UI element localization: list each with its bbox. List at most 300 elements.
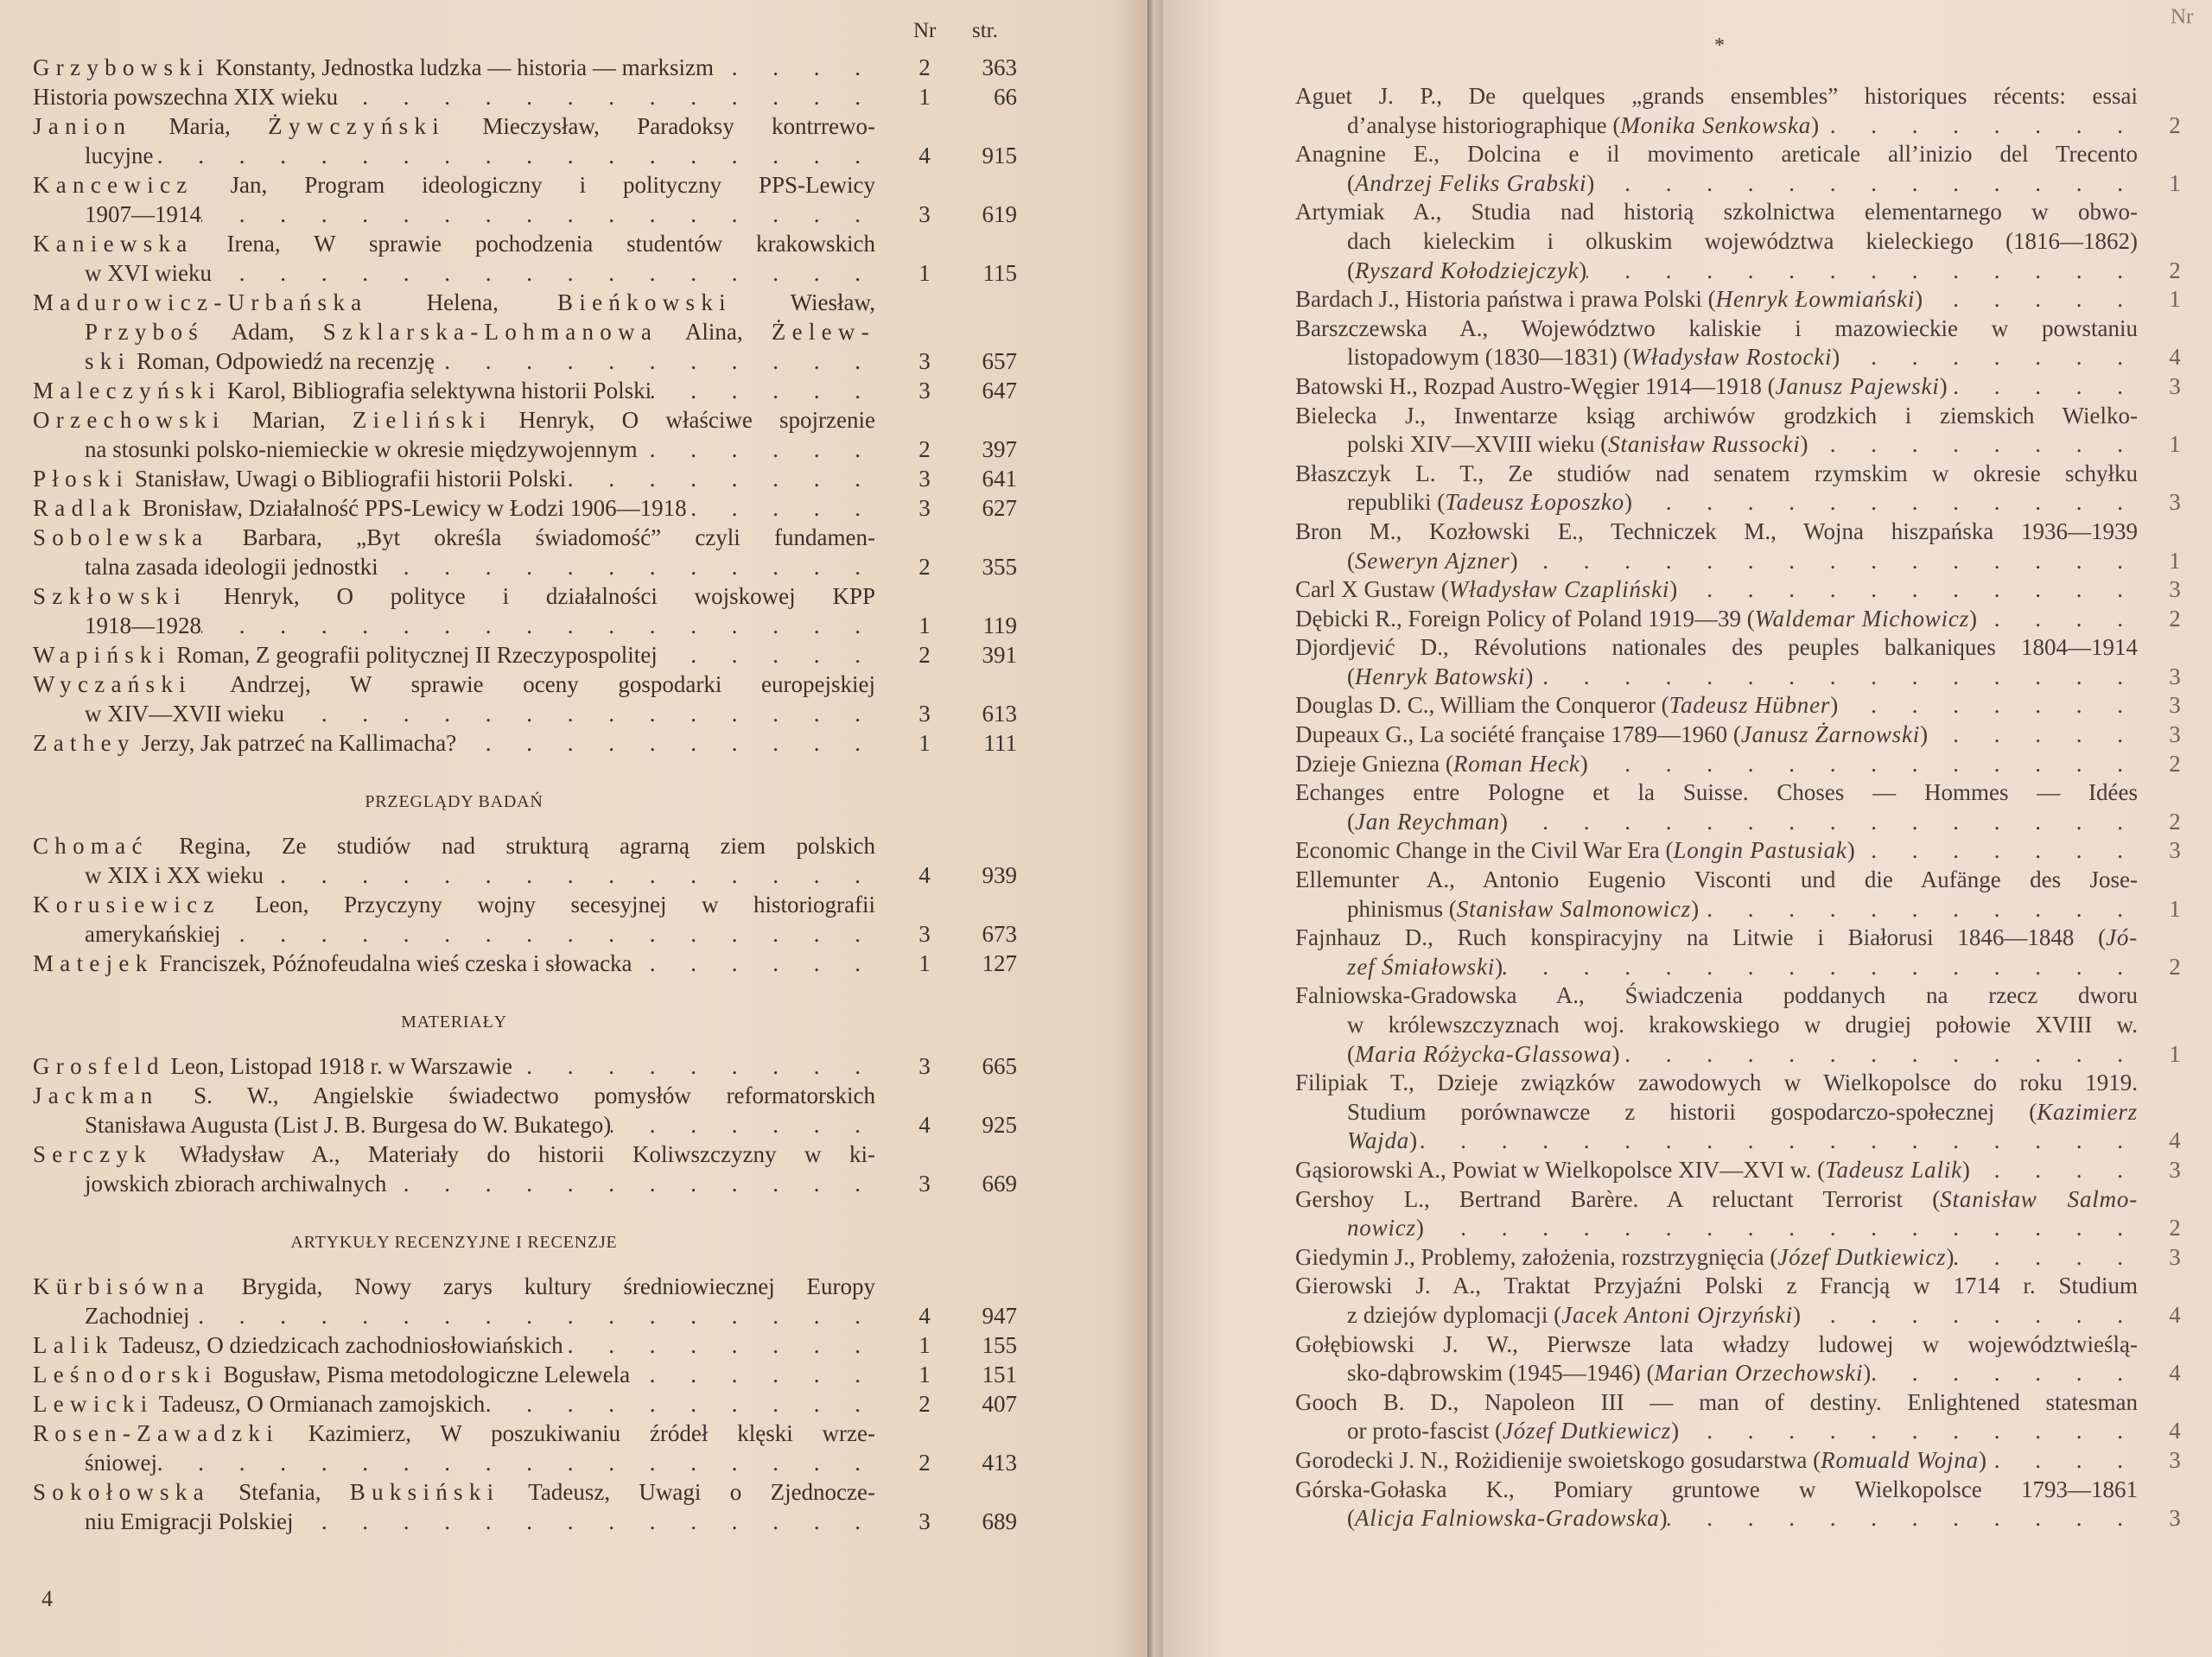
index-entry (1295, 1156, 2212, 1185)
index-entry (1295, 82, 2212, 140)
entry-title-text: Gierowski J. A., Traktat Przyjaźni Polski z Francją w 1714 r. Studium (1295, 1273, 2138, 1299)
entry-text (33, 493, 875, 523)
entry-line-text (1347, 343, 1840, 372)
entry-line-text (85, 1507, 293, 1536)
entry-line-text (1347, 1040, 1620, 1070)
index-entry (33, 670, 1018, 728)
entry-text (1295, 285, 2138, 314)
entry-line (1295, 1330, 2138, 1360)
reviewer-name: Monika Senkowska (1620, 111, 1812, 138)
reviewer-name: Stanisław Salmonowicz (1456, 895, 1692, 922)
entry-title-text: Gershoy L., Bertrand Barère. A reluctant Terrorist ( (1295, 1185, 1941, 1212)
dot-leader (1620, 1040, 2138, 1070)
entry-title-text: ) (1946, 1243, 1955, 1270)
entry-line-text (1347, 1214, 1424, 1243)
entry-line (33, 552, 875, 581)
page-ref: 355 (982, 554, 1017, 580)
entry-line (33, 170, 875, 200)
entry-title-text: Zachodniej (85, 1303, 190, 1329)
dot-leader (189, 1301, 875, 1330)
page-ref: 151 (982, 1362, 1017, 1387)
dot-leader (566, 464, 875, 493)
index-entry (33, 1360, 1018, 1389)
entry-line (33, 1051, 875, 1081)
reviewer-name: Tadeusz Hübner (1669, 692, 1831, 719)
entry-title-text: Alina, (658, 319, 772, 345)
issue-number: 3 (2169, 692, 2181, 719)
issue-number: 4 (918, 1112, 931, 1138)
entry-title-text: ) (1691, 895, 1700, 922)
entry-line (33, 111, 875, 141)
index-entry (1295, 1476, 2212, 1533)
reviewer-name: Tadeusz Lalik (1825, 1156, 1962, 1183)
entry-text (33, 170, 875, 229)
entry-title-text: sko-dąbrowskim (1945—1946) ( (1347, 1360, 1655, 1387)
entry-text (1295, 778, 2138, 836)
entry-line-text (1347, 430, 1808, 460)
page-ref: 391 (982, 642, 1017, 668)
issue-number: 1 (2169, 431, 2181, 458)
dot-leader (1533, 663, 2138, 692)
issue-number: 3 (2169, 721, 2181, 748)
entry-title-text: Anagnine E., Dolcina e il movimento areticale all’inizio del Trecento (1295, 141, 2138, 168)
issue-number: 2 (2169, 953, 2181, 980)
entry-line-text (33, 493, 687, 523)
entry-text (1295, 1069, 2138, 1156)
entry-text (33, 53, 875, 82)
entry-line (1295, 517, 2138, 547)
issue-number: 3 (918, 1171, 931, 1197)
entry-title-text: Karol, Bibliografia selektywna historii Polski (221, 378, 652, 403)
reviewer-name: Longin Pastusiak (1673, 837, 1847, 864)
dot-leader (611, 1110, 875, 1140)
entry-text (1295, 691, 2138, 721)
entry-line (1295, 372, 2138, 402)
entry-text (33, 405, 875, 464)
issue-number: 2 (2169, 257, 2181, 283)
entry-text (1295, 402, 2138, 460)
entry-line-text (33, 1051, 512, 1081)
index-entry (33, 1477, 1018, 1536)
dot-leader (378, 552, 875, 581)
entry-line (1295, 866, 2138, 895)
entry-title-text: ( (1347, 663, 1355, 689)
page-ref: 657 (982, 348, 1017, 374)
entry-line-text (85, 1448, 157, 1477)
entry-title-text: ( (1347, 808, 1355, 835)
entry-line (1295, 227, 2138, 257)
dot-leader (658, 640, 875, 670)
issue-number: 2 (918, 436, 931, 462)
page-ref: 397 (982, 436, 1017, 462)
issue-number: 4 (918, 143, 931, 168)
entry-line-text (85, 1169, 386, 1198)
page-ref: 673 (982, 921, 1017, 947)
reviewer-name: Jacek Antoni Ojrzyński (1561, 1301, 1793, 1328)
entry-title-text: ) (1499, 808, 1508, 835)
entry-line (1295, 460, 2138, 489)
entry-title-text: Jan, Program ideologiczny i polityczny PPS-Lewicy (193, 172, 875, 198)
entry-line (33, 1389, 875, 1419)
entry-line (1295, 1476, 2138, 1505)
entry-title-text: Giedymin J., Problemy, założenia, rozstrzygnięcia ( (1295, 1243, 1778, 1270)
entry-title-text: ) (1915, 286, 1923, 313)
left-index-column (33, 53, 1018, 1536)
dot-leader (264, 860, 875, 890)
entry-text (33, 376, 875, 405)
author-name: Chomać (33, 833, 149, 859)
entry-line (33, 1140, 875, 1169)
entry-title-text: na stosunki polsko-niemieckie w okresie międzywojennym (85, 436, 638, 462)
entry-line-text (1295, 750, 1588, 779)
entry-text (1295, 517, 2138, 575)
page-ref: 689 (982, 1508, 1017, 1534)
entry-line-text (85, 1301, 189, 1330)
entry-title-text: Stanisław, Uwagi o Bibliografii historii Polski (129, 466, 567, 492)
entry-title-text: 1918—1928 (85, 613, 201, 638)
index-entry (33, 53, 1018, 82)
entry-line (33, 640, 875, 670)
issue-number: 2 (2169, 808, 2181, 835)
entry-text (33, 229, 875, 288)
issue-number: 4 (2169, 344, 2181, 371)
entry-text (1295, 721, 2138, 750)
reviewer-name: Wajda (1347, 1127, 1410, 1154)
entry-title-text: Roman, Z geografii politycznej II Rzeczypospolitej (170, 642, 658, 668)
entry-text (1295, 314, 2138, 372)
entry-text (1295, 140, 2138, 198)
entry-line (1295, 1098, 2138, 1127)
entry-line (33, 82, 875, 111)
entry-text (1295, 1156, 2138, 1185)
reviewer-name: Romuald Wojna (1821, 1446, 1979, 1473)
author-name: Maleczyński (33, 378, 222, 403)
entry-line (1295, 1388, 2138, 1418)
entry-line (33, 1301, 875, 1330)
index-entry (33, 1272, 1018, 1330)
entry-line (33, 1272, 875, 1301)
entry-text (33, 670, 875, 728)
dot-leader (1699, 895, 2138, 924)
entry-line (33, 1507, 875, 1536)
index-entry (33, 1051, 1018, 1081)
dot-leader (1677, 575, 2138, 605)
entry-line-text (85, 860, 264, 890)
dot-leader (632, 949, 875, 978)
index-entry (1295, 285, 2212, 314)
reviewer-name: Tadeusz Łoposzko (1445, 489, 1624, 516)
index-entry (1295, 750, 2212, 779)
entry-line-text (1295, 1156, 1970, 1185)
entry-title-text: Franciszek, Późnofeudalna wieś czeska i słowacka (153, 950, 632, 976)
page-ref: 155 (982, 1332, 1017, 1358)
entry-line-text (33, 82, 338, 111)
entry-title-text: Irena, W sprawie pochodzenia studentów krakowskich (193, 231, 875, 257)
entry-text (33, 1051, 875, 1081)
issue-number: 3 (2169, 1243, 2181, 1270)
entry-line (33, 1081, 875, 1110)
issue-number: 3 (2169, 489, 2181, 516)
entry-text (33, 523, 875, 581)
entry-line (1295, 257, 2138, 286)
dot-leader (1424, 1214, 2138, 1243)
entry-title-text: niu Emigracji Polskiej (85, 1508, 294, 1534)
author-name: Płoski (33, 466, 130, 492)
dot-leader (1668, 1504, 2138, 1533)
index-entry (1295, 517, 2212, 575)
index-entry (33, 405, 1018, 464)
reviewer-name: Józef Dutkiewicz (1777, 1243, 1947, 1270)
entry-line (33, 1360, 875, 1389)
author-name: Kaniewska (33, 231, 194, 257)
author-name: Żelew- (771, 319, 876, 345)
entry-title-text: ) (1969, 605, 1978, 632)
entry-line (1295, 547, 2138, 576)
index-entry (1295, 1243, 2212, 1273)
entry-line (33, 728, 875, 758)
entry-title-text: 1907—1914 (85, 201, 201, 227)
page-ref: 925 (982, 1112, 1017, 1138)
issue-number: 1 (918, 730, 931, 756)
entry-line (33, 890, 875, 919)
entry-line-text (33, 53, 714, 82)
issue-number: 1 (2169, 895, 2181, 922)
issue-number: 3 (918, 348, 931, 374)
entry-line (33, 53, 875, 82)
entry-line (33, 288, 875, 317)
dot-leader (157, 1448, 875, 1477)
reviewer-name: Henryk Łowmiański (1715, 286, 1916, 313)
entry-line-text (1295, 372, 1948, 402)
entry-line (1295, 430, 2138, 460)
entry-title-text: Economic Change in the Civil War Era ( (1295, 837, 1674, 864)
author-name: Sobolewska (33, 524, 209, 550)
index-entry (33, 1389, 1018, 1419)
entry-line-text (85, 200, 201, 229)
dot-leader (1871, 1359, 2138, 1388)
reviewer-name: Maria Różycka-Glassowa (1355, 1040, 1612, 1067)
entry-text (33, 890, 875, 949)
index-entry (1295, 924, 2212, 981)
dot-leader (386, 1169, 875, 1198)
entry-line (33, 435, 875, 464)
dot-leader (1808, 430, 2138, 460)
issue-number: 3 (2169, 837, 2181, 864)
entry-line (1295, 1272, 2138, 1301)
entry-title-text: w XIX i XX wieku (85, 862, 264, 888)
entry-title-text: Bogusław, Pisma metodologiczne Lelewela (217, 1362, 631, 1387)
entry-line (33, 670, 875, 699)
entry-title-text: ( (1347, 169, 1355, 196)
entry-line-text (1347, 169, 1594, 199)
entry-line-text (33, 464, 566, 493)
entry-text (33, 640, 875, 670)
author-name: Lalik (33, 1332, 114, 1358)
entry-line (33, 1330, 875, 1360)
entry-text (33, 728, 875, 758)
index-entry (33, 949, 1018, 978)
entry-line-text (85, 552, 378, 581)
entry-text (1295, 605, 2138, 634)
index-entry (33, 1081, 1018, 1140)
entry-title-text: ( (1347, 1505, 1355, 1532)
entry-line-text (1347, 488, 1632, 517)
entry-title-text: ) (1961, 1156, 1970, 1183)
issue-number: 3 (918, 701, 931, 727)
author-name: Szklarska-Lohmanowa (322, 319, 658, 345)
reviewer-name: nowicz (1347, 1215, 1416, 1241)
entry-title-text: ( (1347, 257, 1355, 283)
entry-title-text: Tadeusz, Uwagi o Zjednocze- (499, 1479, 875, 1505)
entry-line (33, 1110, 875, 1140)
author-name: ski (85, 348, 131, 374)
page-ref: 613 (982, 701, 1017, 727)
index-entry (1295, 981, 2212, 1069)
issue-number: 2 (2169, 1215, 2181, 1241)
issue-number: 3 (918, 1053, 931, 1079)
dot-leader (1503, 953, 2138, 982)
index-entry (33, 728, 1018, 758)
author-name: Przyboś (85, 319, 205, 345)
entry-line (1295, 981, 2138, 1011)
issue-number: 4 (918, 1303, 931, 1329)
dot-leader (630, 1360, 875, 1389)
entry-line-text (1295, 691, 1838, 721)
entry-text (1295, 1388, 2138, 1446)
entry-title-text: Wiesław, (731, 289, 876, 315)
entry-line (1295, 198, 2138, 227)
entry-line (1295, 1185, 2138, 1215)
entry-line-text (1295, 575, 1677, 605)
dot-leader (687, 493, 875, 523)
entry-line-text (85, 346, 435, 376)
issue-number: 3 (918, 201, 931, 227)
page-ref: 407 (982, 1391, 1017, 1417)
entry-title-text: Henryk, O właściwe spojrzenie (492, 407, 875, 433)
reviewer-name: Waldemar Michowicz (1754, 605, 1970, 632)
entry-line (33, 949, 875, 978)
issue-number: 1 (918, 260, 931, 286)
entry-text (33, 1330, 875, 1360)
entry-line (1295, 836, 2138, 866)
entry-line (33, 317, 875, 346)
entry-text (1295, 866, 2138, 924)
reviewer-name: Ryszard Kołodziejczyk (1355, 257, 1580, 283)
author-name: Leśnodorski (33, 1362, 218, 1387)
entry-title-text: talna zasada ideologii jednostki (85, 554, 378, 580)
page-ref: 641 (982, 466, 1017, 492)
index-entry (33, 111, 1018, 170)
dot-leader (1840, 343, 2138, 372)
entry-line (1295, 1011, 2138, 1040)
reviewer-name: Alicja Falniowska-Gradowska (1355, 1505, 1660, 1532)
entry-line (33, 1448, 875, 1477)
author-name: Grosfeld (33, 1053, 165, 1079)
index-entry (1295, 1330, 2212, 1388)
column-header-nr-right: Nr (2171, 5, 2194, 29)
entry-title-text: ) (1495, 953, 1503, 980)
dot-leader (293, 1507, 875, 1536)
entry-title-text: Studium porównawcze z historii gospodarczo-społecznej ( (1347, 1098, 2037, 1125)
entry-line-text (33, 640, 658, 670)
dot-leader (153, 141, 875, 170)
page-ref: 669 (982, 1171, 1017, 1197)
index-entry (33, 82, 1018, 111)
index-entry (33, 170, 1018, 229)
index-entry (1295, 575, 2212, 605)
entry-line-text (1347, 1359, 1871, 1388)
issue-number: 2 (2169, 605, 2181, 632)
issue-number: 1 (918, 1332, 931, 1358)
entry-title-text: ) (1792, 1301, 1801, 1328)
issue-number: 1 (918, 1362, 931, 1387)
entry-line (1295, 1301, 2138, 1330)
entry-title-text: listopadowym (1830—1831) ( (1347, 344, 1631, 371)
entry-line-text (1347, 953, 1503, 982)
page-ref: 119 (982, 613, 1017, 638)
author-name: Zathey (33, 730, 136, 756)
author-name: Janion (33, 113, 132, 139)
entry-title-text: Tadeusz, O dziedzicach zachodniosłowiańskich (113, 1332, 563, 1358)
entry-line-text (1347, 895, 1699, 924)
entry-title-text: Maria, (131, 113, 269, 139)
index-entry (33, 523, 1018, 581)
entry-title-text: w XVI wieku (85, 260, 212, 286)
entry-line-text (33, 1389, 485, 1419)
index-entry (1295, 1272, 2212, 1330)
entry-line-text (85, 141, 153, 170)
entry-line-text (1347, 663, 1533, 692)
author-name: Orzechowski (33, 407, 226, 433)
entry-text (33, 1389, 875, 1419)
entry-title-text: Barszczewska A., Województwo kaliskie i mazowieckie w powstaniu (1295, 314, 2138, 341)
reviewer-name: Roman Heck (1452, 750, 1580, 777)
dot-leader (1588, 750, 2138, 779)
page-ref: 363 (982, 54, 1017, 80)
entry-title-text: Historia powszechna XIX wieku (33, 84, 339, 110)
issue-number: 4 (918, 862, 931, 888)
entry-line (1295, 750, 2138, 779)
entry-text (1295, 836, 2138, 866)
entry-line (1295, 1417, 2138, 1446)
entry-title-text: Dupeaux G., La société française 1789—1960 ( (1295, 721, 1741, 748)
reviewer-name: Józef Dutkiewicz (1502, 1418, 1672, 1444)
entry-title-text: Gorodecki J. N., Rożidienije swoietskogo gosudarstwa ( (1295, 1446, 1821, 1473)
entry-text (1295, 82, 2138, 140)
dot-leader (1838, 691, 2138, 721)
entry-line (33, 141, 875, 170)
entry-title-text: Górska-Gołaska K., Pomiary gruntowe w Wielkopolsce 1793—1861 (1295, 1476, 2138, 1502)
entry-title-text: Artymiak A., Studia nad historią szkolnictwa elementarnego w obwo- (1295, 199, 2138, 225)
entry-text (1295, 924, 2138, 981)
entry-text (1295, 981, 2138, 1069)
entry-text (33, 111, 875, 170)
issue-number: 2 (2169, 111, 2181, 138)
entry-line (33, 200, 875, 229)
reviewer-name: Andrzej Feliks Grabski (1355, 169, 1587, 196)
page-ref: 627 (982, 495, 1017, 521)
entry-line (33, 376, 875, 405)
entry-line (33, 860, 875, 890)
entry-title-text: ) (1624, 489, 1632, 516)
entry-title-text: ) (1863, 1360, 1872, 1387)
entry-line-text (1295, 1446, 1986, 1476)
entry-line (1295, 1504, 2138, 1533)
entry-line (1295, 691, 2138, 721)
entry-title-text: Roman, Odpowiedź na recenzję (130, 348, 435, 374)
dot-leader (284, 699, 875, 728)
issue-number: 1 (918, 84, 931, 110)
